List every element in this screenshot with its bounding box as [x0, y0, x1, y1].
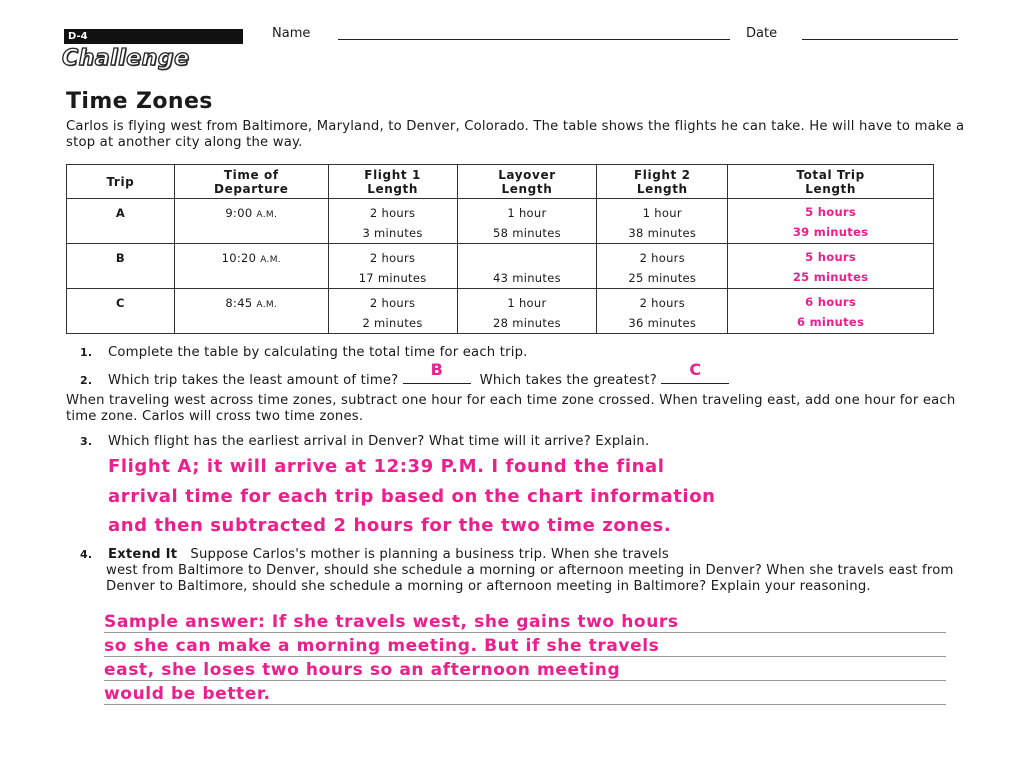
date-label: Date: [746, 26, 778, 41]
table-row: [67, 199, 934, 244]
question-4: 4. Extend It Suppose Carlos's mother is planning a business trip. When she travels west from Baltimore to Denver, should she schedule a morning or afternoon meeting in Denver? When she travels east from Denver to Baltimore, should she schedule a morning or afternoon meeting in Baltimore? Explain your reasoning.: [80, 547, 954, 594]
total-cell: 6 hours 6 minutes: [728, 289, 934, 334]
answer-rule-3: [104, 680, 946, 681]
flight2-cell: 1 hour 38 minutes: [597, 199, 728, 244]
header-total: Total Trip Length: [728, 165, 934, 199]
flight1-cell: 2 hours 3 minutes: [328, 199, 457, 244]
question-2: 2. Which trip takes the least amount of time? B Which takes the greatest? C: [80, 370, 729, 388]
departure-cell: 8:45 A.M.: [174, 289, 328, 334]
header-trip: Trip: [67, 165, 175, 199]
flight1-cell: 2 hours 2 minutes: [328, 289, 457, 334]
header-layover: Layover Length: [457, 165, 597, 199]
q3-answer-line-2: arrival time for each trip based on the chart information: [108, 486, 716, 507]
answer-blank-greatest[interactable]: [661, 360, 729, 384]
question-3: 3. Which flight has the earliest arrival in Denver? What time will it arrive? Explain.: [80, 434, 650, 449]
name-field-line[interactable]: [338, 39, 730, 40]
answer-rule-2: [104, 656, 946, 657]
section-heading-challenge: Challenge: [62, 46, 190, 71]
question-1: 1. Complete the table by calculating the total time for each trip.: [80, 345, 528, 360]
total-cell: 5 hours 25 minutes: [728, 244, 934, 289]
worksheet-code-tag: D-4: [64, 29, 243, 44]
flight2-cell: 2 hours 25 minutes: [597, 244, 728, 289]
q3-answer-line-3: and then subtracted 2 hours for the two time zones.: [108, 515, 672, 536]
answer-rule-4: [104, 704, 946, 705]
q4-answer-line-4: would be better.: [104, 684, 271, 704]
time-zone-rule-text: When traveling west across time zones, subtract one hour for each time zone crossed. When traveling east, add one hour for each time zone. Carlos will cross two time zones.: [66, 393, 956, 424]
page-title: Time Zones: [66, 89, 213, 114]
table-row: [67, 244, 934, 289]
layover-cell: 43 minutes: [457, 244, 597, 289]
table-header-row: [67, 165, 934, 199]
q4-answer-line-2: so she can make a morning meeting. But if she travels: [104, 636, 660, 656]
intro-text: Carlos is flying west from Baltimore, Maryland, to Denver, Colorado. The table shows the flights he can take. He will have to make a stop at another city along the way.: [66, 119, 965, 150]
date-field-line[interactable]: [802, 39, 958, 40]
answer-least: B: [430, 360, 443, 379]
flight1-cell: 2 hours 17 minutes: [328, 244, 457, 289]
layover-cell: 1 hour 28 minutes: [457, 289, 597, 334]
flight-table: [66, 164, 934, 334]
q4-answer-line-3: east, she loses two hours so an afternoon meeting: [104, 660, 621, 680]
answer-blank-least[interactable]: [403, 360, 471, 384]
q3-answer-line-1: Flight A; it will arrive at 12:39 P.M. I found the final: [108, 456, 665, 477]
q4-answer-line-1: Sample answer: If she travels west, she gains two hours: [104, 612, 679, 632]
header-flight2: Flight 2 Length: [597, 165, 728, 199]
layover-cell: 1 hour 58 minutes: [457, 199, 597, 244]
flight2-cell: 2 hours 36 minutes: [597, 289, 728, 334]
extend-it-label: Extend It: [108, 547, 178, 562]
trip-cell: A: [67, 199, 175, 244]
name-label: Name: [272, 26, 311, 41]
answer-rule-1: [104, 632, 946, 633]
header-flight1: Flight 1 Length: [328, 165, 457, 199]
answer-greatest: C: [689, 360, 702, 379]
total-cell: 5 hours 39 minutes: [728, 199, 934, 244]
departure-cell: 10:20 A.M.: [174, 244, 328, 289]
trip-cell: B: [67, 244, 175, 289]
header-departure: Time of Departure: [174, 165, 328, 199]
trip-cell: C: [67, 289, 175, 334]
departure-cell: 9:00 A.M.: [174, 199, 328, 244]
table-row: [67, 289, 934, 334]
